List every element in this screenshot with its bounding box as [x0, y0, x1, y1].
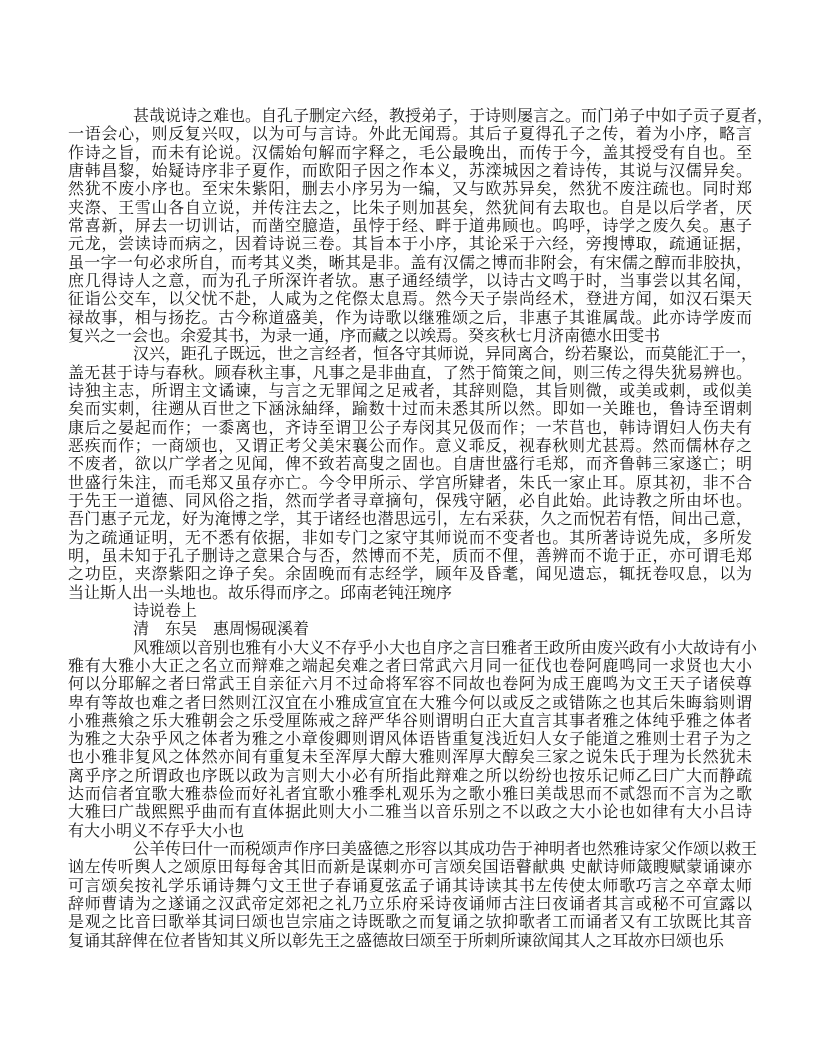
text-line: 作诗之旨，而未有论说。汉儒始句解而字释之，毛公最晚出，而传于今，盖其授受有自也。至 [68, 144, 752, 162]
text-line: 是观之比音曰歌举其词曰颂也岂宗庙之诗既歌之而复诵之欤抑歌者工而诵者又有工欤既比其音 [68, 914, 752, 932]
text-line: 庶几得诗人之意，而为孔子所深许者欤。惠子通经绩学，以诗古文鸣于时，当事尝以其名闻， [68, 272, 752, 290]
text-line: 禄故事，相与扬扢。古今称道盛美，作为诗歌以继雅颂之后，非惠子其谁属哉。此亦诗学废而 [68, 309, 752, 327]
text-block [68, 108, 774, 951]
text-line: 恶疾而作；一商颂也，又谓正考父美宋襄公而作。意义乖反，视春秋则尤甚焉。然而儒林存之 [68, 437, 752, 455]
text-line: 公羊传曰什一而税颂声作序曰美盛德之形容以其成功告于神明者也然雅诗家父作颂以救王 [133, 841, 758, 859]
volume-heading: 诗说卷上 [133, 602, 198, 620]
text-line: 常喜新，屏去一切训诂，而凿空臆造，虽悖于经、畔于道弗顾也。呜呼，诗学之废久矣。惠子 [68, 217, 752, 235]
text-line: 之功臣，夹漈紫阳之诤子矣。余固晚而有志经学，顾年及昏耄，闻见遗忘，辄抚卷叹息，以为 [68, 566, 752, 584]
text-line: 甚哉说诗之难也。自孔子删定六经，教授弟子，于诗则屡言之。而门弟子中如子贡子夏者， [133, 108, 774, 125]
text-line: 不废者，欲以广学者之见闻，俾不致若高叟之固也。自唐世盛行毛郑，而齐鲁韩三家遂亡；明 [68, 456, 752, 474]
text-line: 小雅燕飨之乐大雅朝会之乐受厘陈戒之辞严华谷则谓明白正大直言其事者雅之体纯乎雅之体者 [68, 712, 752, 730]
text-line: 夹漈、王雪山各自立说，并传注去之，比朱子则加甚矣，然犹间有去取也。自是以后学者，厌 [68, 199, 752, 217]
text-line: 为之疏通证明，无不悉有依据，非如专门之家守其师说而不变者也。其所著诗说先成，多所发 [68, 529, 752, 547]
text-line: 讻左传听舆人之颂原田每每舍其旧而新是谋刺亦可言颂矣国语瞽献典 史献诗师箴瞍赋蒙诵谏亦 [68, 859, 752, 877]
text-line: 虽一字一句必求所自，而考其义类，晰其是非。盖有汉儒之博而非附会，有宋儒之醇而非胶执， [68, 254, 752, 272]
text-line: 一语会心，则反复兴叹，以为可与言诗。外此无闻焉。其后子夏得孔子之传，着为小序，略言 [68, 126, 752, 144]
text-line: 唐韩昌黎，始疑诗序非子夏作，而欧阳子因之作本义，苏滦城因之着诗传，其说与汉儒异矣。 [68, 162, 752, 180]
text-line: 风雅颂以音别也雅有小大义不存乎小大也自序之言曰雅者王政所由废兴政有小大故诗有小 [133, 639, 758, 657]
text-line: 复诵其辞俾在位者皆知其义所以彰先王之盛德故曰颂至于所刺所谏欲闻其人之耳故亦曰颂也乐 [68, 932, 725, 950]
text-line: 然犹不废小序也。至宋朱紫阳，删去小序另为一编，又与欧苏异矣，然犹不废注疏也。同时郑 [68, 181, 752, 199]
text-line: 达而信者宜歌大雅恭俭而好礼者宜歌小雅季札观乐为之歌小雅曰美哉思而不贰怨而不言为之歌 [68, 786, 752, 804]
text-line: 于先王一道德、同风俗之指，然而学者寻章摘句，保残守陋，必自此始。此诗教之所由坏也。 [68, 492, 752, 510]
section-song [68, 841, 758, 951]
text-line: 康后之晏起而作；一黍离也，齐诗至谓卫公子寿闵其兄伋而作；一芣苢也，韩诗谓妇人伤夫有 [68, 419, 752, 437]
author-byline: 清 东吴 惠周惕砚溪着 [133, 621, 310, 639]
text-line: 辞师曹请为之遂诵之汉武帝定郊祀之礼乃立乐府采诗夜诵师古注曰夜诵者其言或秘不可宣露以 [68, 896, 752, 914]
text-line: 征诣公交车，以父忧不赴，人咸为之侘傺太息焉。然今天子崇尚经术，登进方闻，如汉石渠天 [68, 291, 752, 309]
text-line: 世盛行朱注，而毛郑又虽存亦亡。今令甲所示、学宫所肄者，朱氏一家止耳。原其初，非不合 [68, 474, 752, 492]
text-line: 盖无甚于诗与春秋。顾春秋主事，凡事之是非曲直，了然于简策之间，则三传之得失犹易辨也。 [68, 364, 752, 382]
text-line: 明，虽未知于孔子删诗之意果合与否，然博而不芜，质而不俚，善辨而不诡于正，亦可谓毛郑 [68, 547, 752, 565]
text-line: 有大小明义不存乎大小也 [68, 822, 245, 840]
text-line: 汉兴，距孔子既远，世之言经者，恒各守其师说，异同离合，纷若聚讼，而莫能汇于一， [133, 346, 758, 364]
text-line: 雅有大雅小大正之名立而辩难之端起矣难之者曰常武六月同一征伐也卷阿鹿鸣同一求贤也大小 [68, 657, 752, 675]
text-line: 元龙，尝读诗而病之，因着诗说三卷。其旨本于小序，其论采于六经，旁搜博取，疏通证据， [68, 236, 752, 254]
text-line: 离乎序之所谓政也序既以政为言则大小必有所指此辩难之所以纷纷也按乐记师乙曰广大而静疏 [68, 767, 752, 785]
preface-wangwan [68, 346, 758, 603]
text-line: 吾门惠子元龙，好为淹博之学，其于诸经也潜思远引，左右采获，久之而怳若有悟，间出己意， [68, 511, 752, 529]
text-line: 诗独主志，所谓主文谲谏，与言之无罪闻之足戒者，其辞则隐，其旨则微，或美或刺，或似美 [68, 382, 752, 400]
text-line: 当让斯人出一头地也。故乐得而序之。邱南老钝汪琬序 [68, 584, 453, 602]
text-line: 卑有等故也难之者曰然则江汉宜在小雅成宣宜在大雅今何以或反之或错陈之也其后朱晦翁则谓 [68, 694, 752, 712]
text-line: 大雅曰广哉熙熙乎曲而有直体据此则大小二雅当以音乐别之不以政之大小论也如律有大小吕诗 [68, 804, 752, 822]
text-line: 复兴之一会也。余爱其书，为录一通，序而藏之以竢焉。癸亥秋七月济南德水田雯书 [68, 327, 661, 345]
text-line: 为雅之大杂乎风之体者为雅之小章俊卿则谓风体语皆重复浅近妇人女子能道之雅则士君子为之 [68, 731, 752, 749]
text-line: 也小雅非复风之体然亦间有重复未至浑厚大醇大雅则浑厚大醇矣三家之说朱氏于理为长然犹未 [68, 749, 752, 767]
text-line: 可言颂矣按礼学乐诵诗舞勺文王世子春诵夏弦孟子诵其诗读其书左传使太师歌巧言之卒章太师 [68, 877, 752, 895]
preface-tianwen [68, 108, 774, 346]
text-line: 何以分耶解之者曰常武王自亲征六月不过命将军容不同故也卷阿为成王鹿鸣为文王天子诸侯尊 [68, 676, 752, 694]
text-line: 矣而实刺，往遡从百世之下涵泳紬绎，踰数十过而未悉其所以然。即如一关雎也，鲁诗至谓刺 [68, 401, 752, 419]
section-feng-ya-song [68, 639, 758, 842]
